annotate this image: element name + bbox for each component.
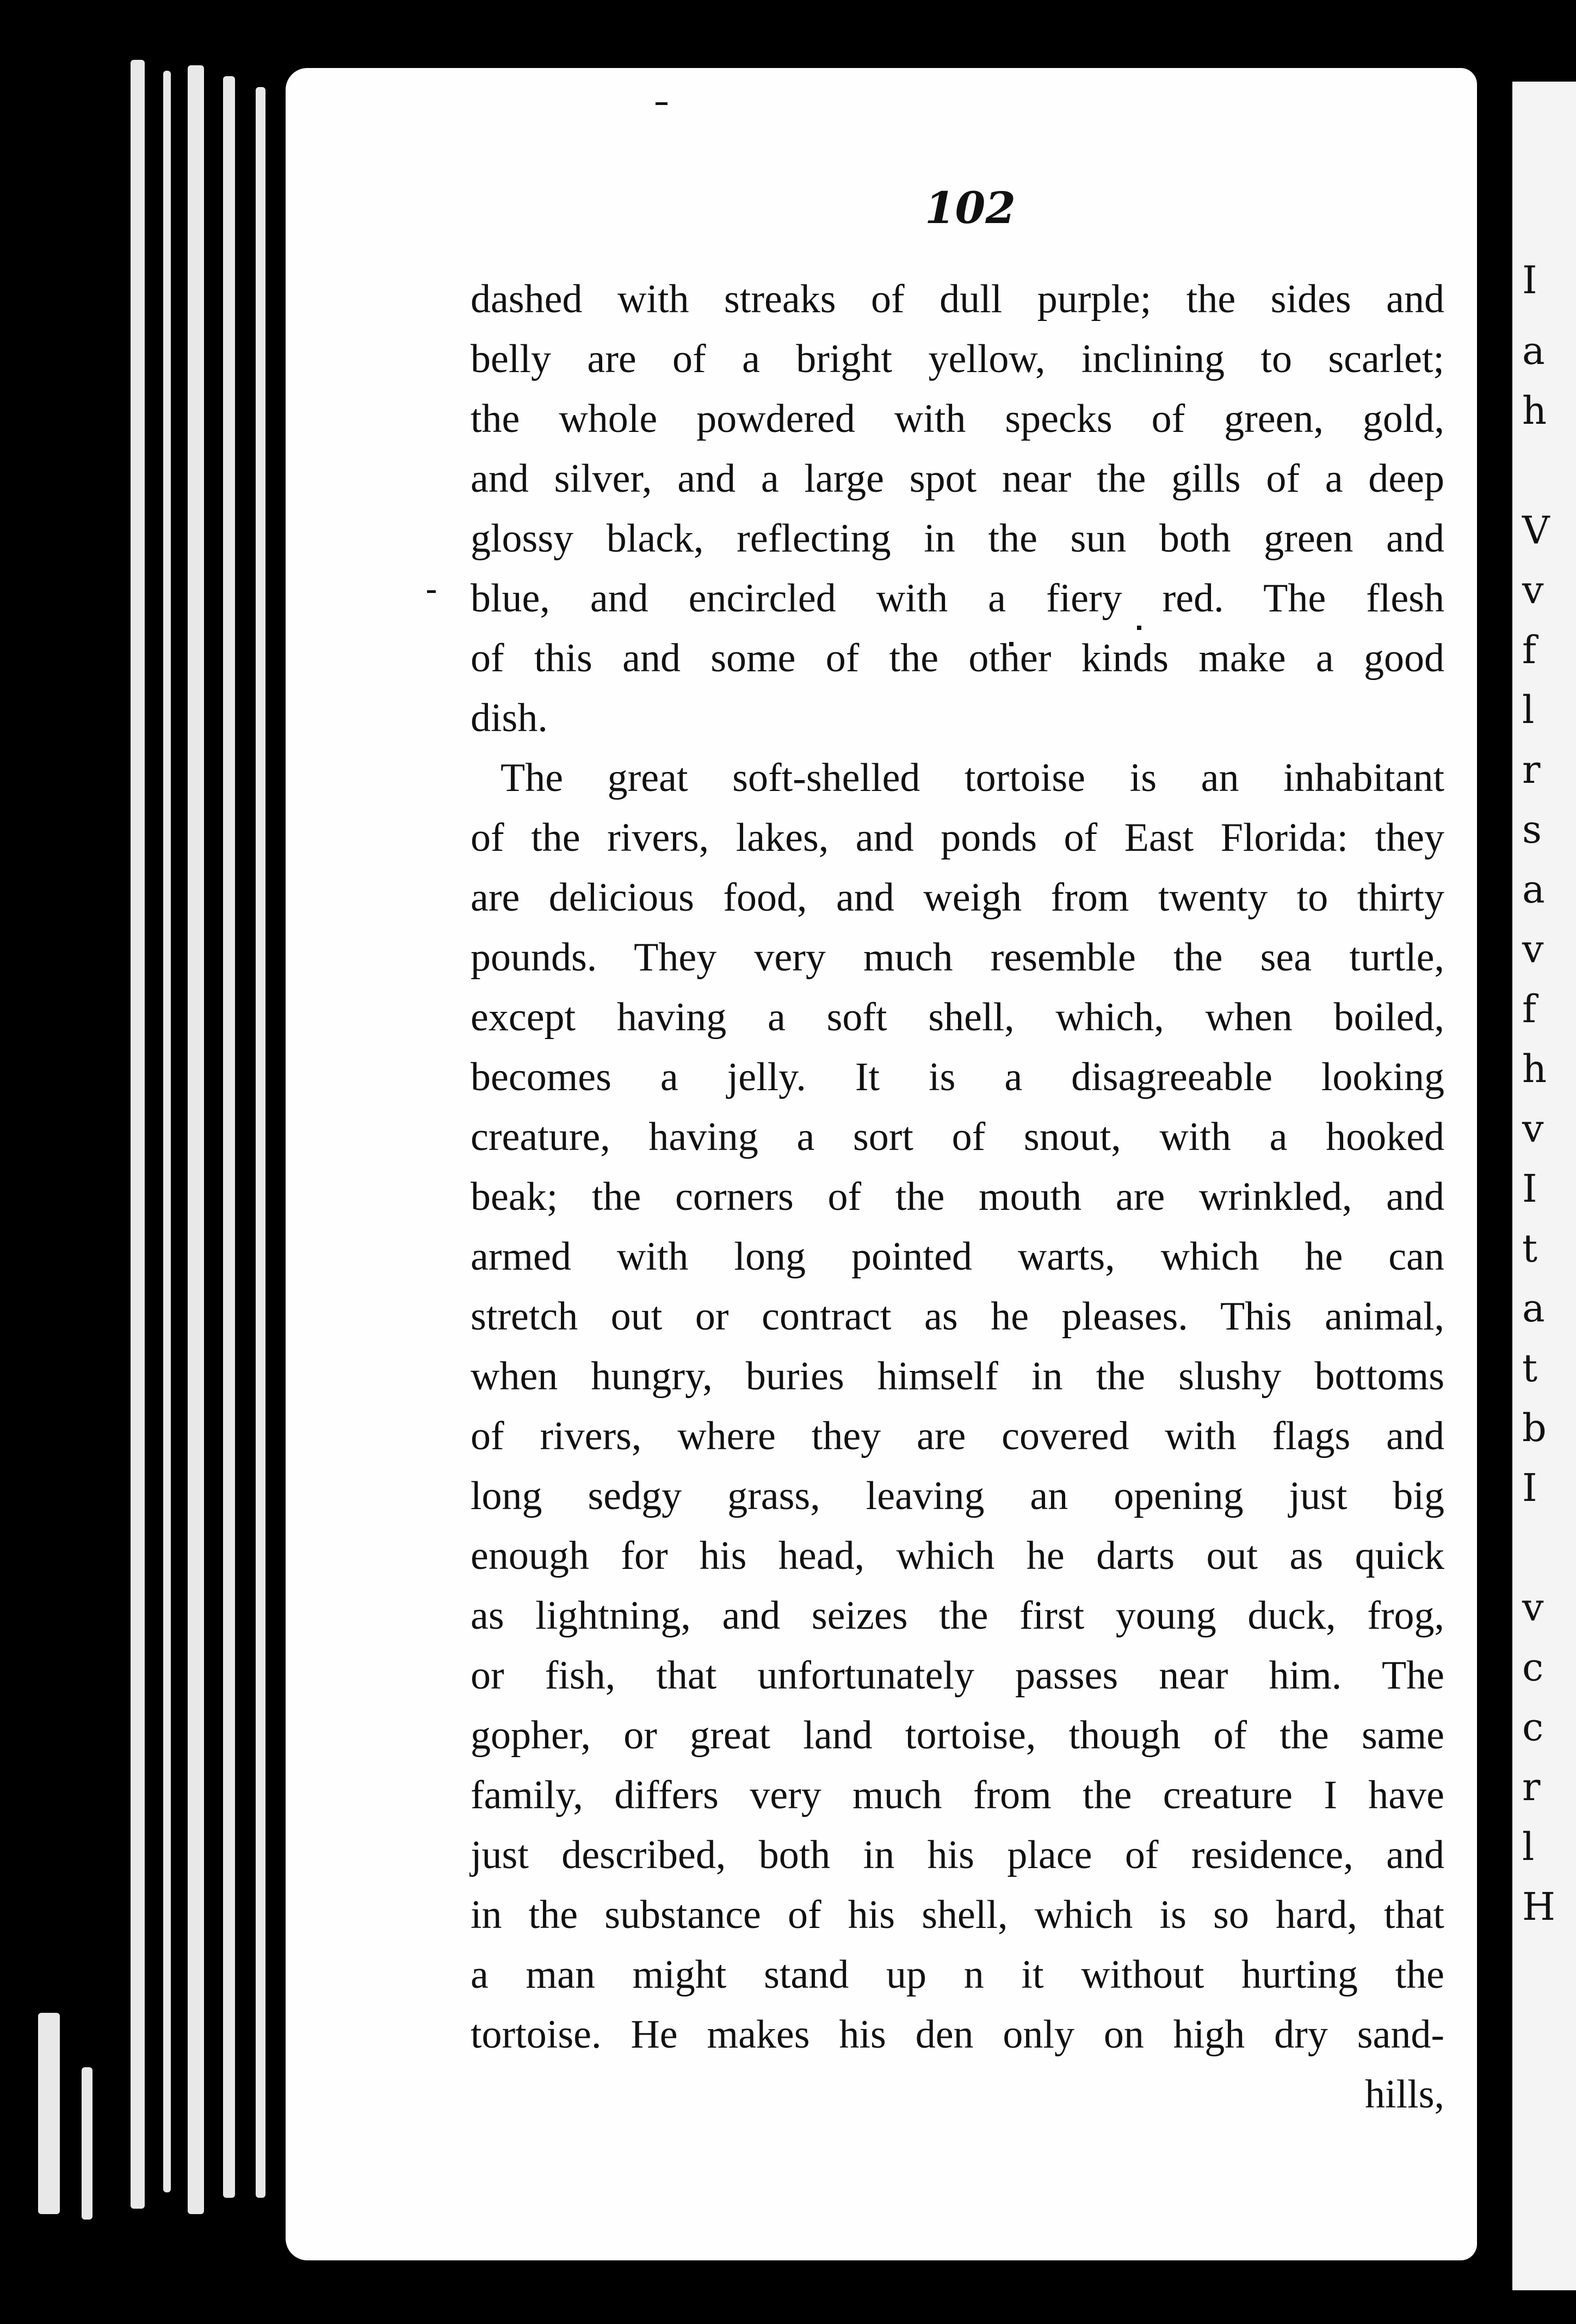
text-line: pounds. They very much resemble the sea turtle, — [471, 935, 1444, 980]
text-line: stretch out or contract as he pleases. This animal, — [471, 1294, 1444, 1339]
text-line: when hungry, buries himself in the slushy bottoms — [471, 1354, 1444, 1399]
text-line: glossy black, reflecting in the sun both green and — [471, 516, 1444, 561]
text-line: enough for his head, which he darts out as quick — [471, 1534, 1444, 1578]
ink-speck — [656, 102, 668, 105]
text-line: the whole powdered with specks of green, gold, — [471, 397, 1444, 441]
catchword: hills, — [1365, 2072, 1444, 2117]
text-line: or fish, that unfortunately passes near him. The — [471, 1653, 1444, 1698]
text-line: long sedgy grass, leaving an opening just big — [471, 1474, 1444, 1518]
text-line: as lightning, and seizes the first young duck, frog, — [471, 1593, 1444, 1638]
text-line: except having a soft shell, which, when boiled, — [471, 995, 1444, 1040]
text-line: dish. — [471, 696, 548, 740]
text-line: armed with long pointed warts, which he can — [471, 1234, 1444, 1279]
text-line: dashed with streaks of dull purple; the sides and — [471, 277, 1444, 322]
paragraph-start-line: The great soft-shelled tortoise is an inhabitant — [500, 756, 1444, 800]
text-line: blue, and encircled with a fiery red. The flesh — [471, 576, 1444, 621]
text-line: becomes a jelly. It is a disagreeable looking — [471, 1055, 1444, 1099]
text-line: creature, having a sort of snout, with a hooked — [471, 1115, 1444, 1159]
text-line: beak; the corners of the mouth are wrinkled, and — [471, 1175, 1444, 1219]
text-line: tortoise. He makes his den only on high dry sand- — [471, 2012, 1444, 2057]
page-number: 102 — [925, 182, 1016, 233]
text-line: gopher, or great land tortoise, though of the same — [471, 1713, 1444, 1758]
text-line: are delicious food, and weigh from twenty to thirty — [471, 875, 1444, 920]
adjacent-page-edge: I a h V v f l r s a v f h v I t a t b I v c c r l H — [1512, 82, 1576, 2290]
text-line: of rivers, where they are covered with flags and — [471, 1414, 1444, 1458]
text-line: belly are of a bright yellow, inclining to scarlet; — [471, 337, 1444, 381]
text-line: in the substance of his shell, which is so hard, that — [471, 1893, 1444, 1937]
ink-speck — [427, 590, 436, 593]
text-line: and silver, and a large spot near the gills of a deep — [471, 456, 1444, 501]
text-line: just described, both in his place of residence, and — [471, 1833, 1444, 1877]
text-line: a man might stand up n it without hurting the — [471, 1952, 1444, 1997]
body-text — [471, 269, 1444, 2124]
text-line: of this and some of the other kinds make a good — [471, 636, 1444, 681]
book-binding-edge — [0, 0, 288, 2324]
text-line: of the rivers, lakes, and ponds of East Florida: they — [471, 815, 1444, 860]
text-line: family, differs very much from the creature I have — [471, 1773, 1444, 1818]
